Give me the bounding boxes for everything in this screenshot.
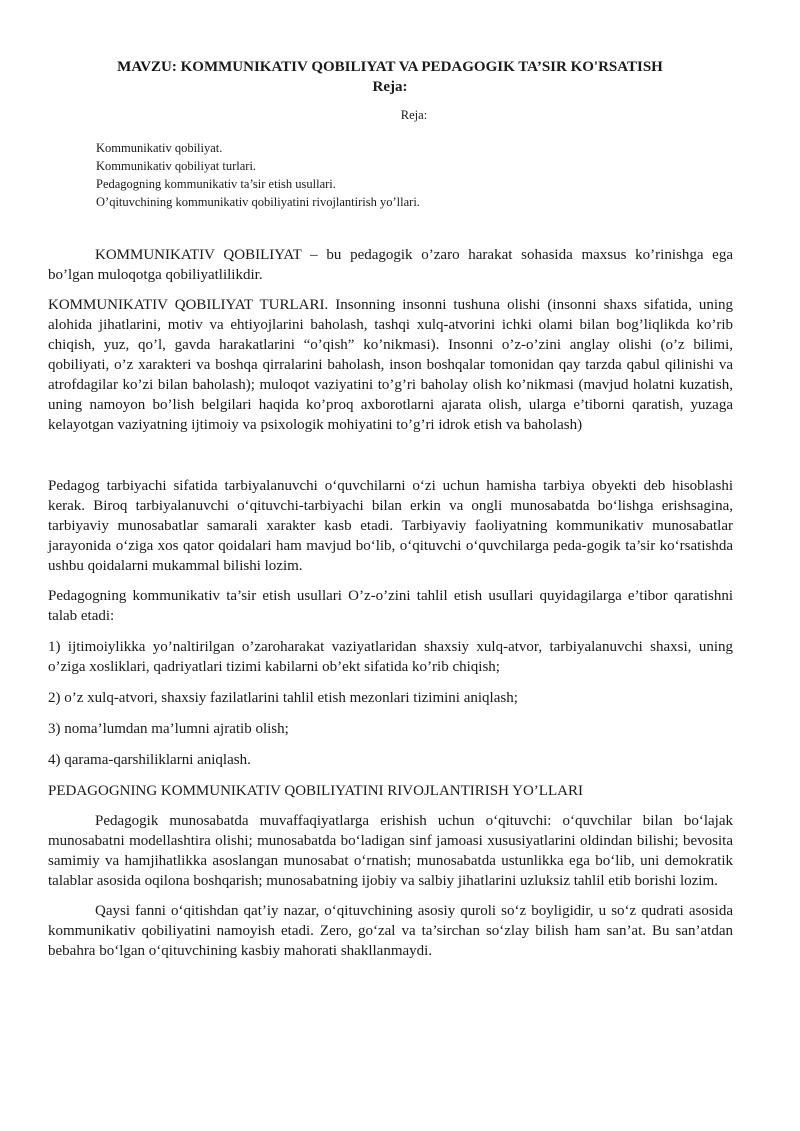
title-prefix: MAVZU: bbox=[117, 59, 177, 75]
list-item: 3) noma’lumdan ma’lumni ajratib olish; bbox=[48, 721, 289, 737]
plan-label: Reja: bbox=[400, 108, 428, 122]
page-title bbox=[0, 58, 780, 77]
paragraph-conclusion: Qaysi fanni o‘qitishdan qat’iy nazar, o‘qituvchining asosiy quroli so‘z boyligidir, u so‘z qudrati asosida kommunikativ qobiliyatini namoyish etadi. Zero, go‘zal va ta’sirchan so‘zlay bilish ham san’at. Bu san’atdan bebahra bo‘lgan o‘qituvchining kasbiy mahorati shakllanmaydi. bbox=[48, 903, 733, 959]
plan-list bbox=[96, 139, 696, 211]
plan-item: Pedagogning kommunikativ ta’sir etish usullari. bbox=[96, 177, 336, 191]
paragraph-types: KOMMUNIKATIV QOBILIYAT TURLARI. Insonning insonni tushuna olishi (insonni shaxs sifatida, uning alohida jihatlarini, motiv va ehtiyojlarini baholash, tashqi xulq-atvorini ichki olami bilan bog’liqlikda ko’rib chiqish, yuz, qo’l, gavda harakatlarini “o’qish” ko’nikmasi). Insonni o’z-o’zini anglay olishi (o’z bilimi, qobiliyati, o’z xarakteri va boshqa qirralarini baholash, inson boshqalar tomonidan qay tarzda qabul qilinishi va atrofdagilar ko’zi bilan baholash); muloqot vaziyatini to’g’ri baholay olish ko’nikmasi (mavjud holatni kuzatish, uning namoyon bo’lish belgilari haqida ko’proq axborotlarni ajarata olish, ularga e’tiborni qaratish, yuzaga kelayotgan vaziyatning ijtimoiy va psixologik mohiyatini to’g’ri idrok etish va baholash) bbox=[48, 297, 733, 433]
paragraph-development: Pedagogik munosabatda muvaffaqiyatlarga erishish uchun o‘qituvchi: o‘quvchilar bilan bo‘lajak munosabatni modellashtira olishi; munosabatda bo‘ladigan sinf jamoasi xususiyatlarini oldindan bilishi; bevosita samimiy va hamjihatlikka asoslangan munosabat o‘rnatish; munosabatda ustunlikka ega bo‘lib, uni demokratik talablar asosida oqilona boshqarish; munosabatning ijobiy va salbiy jihatlarini uzluksiz tahlil etib borishi lozim. bbox=[48, 813, 733, 889]
document-body bbox=[48, 245, 733, 961]
list-item: 1) ijtimoiylikka yo’naltirilgan o’zaroharakat vaziyatlaridan shaxsiy xulq-atvor, tarbiyalanuvchi shaxsi, uning o’ziga xosliklari, qadriyatlari tizimi kabilarni ob’ekt sifatida ko’rib chiqish; bbox=[48, 639, 733, 675]
title-text: KOMMUNIKATIV QOBILIYAT VA PEDAGOGIK TA’SIR KO'RSATISH bbox=[176, 59, 663, 75]
plan-item: Kommunikativ qobiliyat. bbox=[96, 141, 223, 155]
page-subtitle: Reja: bbox=[372, 79, 408, 95]
list-item: 4) qarama-qarshiliklarni aniqlash. bbox=[48, 752, 251, 768]
list-item: 2) o’z xulq-atvori, shaxsiy fazilatlarini tahlil etish mezonlari tizimini aniqlash; bbox=[48, 690, 518, 706]
plan-item: O’qituvchining kommunikativ qobiliyatini rivojlantirish yo’llari. bbox=[96, 195, 420, 209]
section-heading: PEDAGOGNING KOMMUNIKATIV QOBILIYATINI RIVOJLANTIRISH YO’LLARI bbox=[48, 783, 583, 799]
paragraph-definition: KOMMUNIKATIV QOBILIYAT – bu pedagogik o’zaro harakat sohasida maxsus ko’rinishga ega bo’lgan muloqotga qobiliyatlilikdir. bbox=[48, 247, 733, 283]
paragraph-pedagog: Pedagog tarbiyachi sifatida tarbiyalanuvchi o‘quvchilarni o‘zi uchun hamisha tarbiya obyekti deb hisoblashi kerak. Biroq tarbiyalanuvchi o‘qituvchi-tarbiyachi bilan erkin va ongli munosabatda bo‘lishga erishsagina, tarbiyaviy munosabatlar samarali xarakter kasb etadi. Tarbiyaviy faoliyatning kommunikativ munosabatlar jarayonida o‘ziga xos qator qoidalari ham mavjud bo‘lib, o‘qituvchi o‘quvchilarga peda-gogik ta’sir ko‘rsatishda ushbu qoidalarni mukammal bilishi lozim. bbox=[48, 478, 733, 574]
paragraph-methods: Pedagogning kommunikativ ta’sir etish usullari O’z-o’zini tahlil etish usullari quyidagilarga e’tibor qaratishni talab etadi: bbox=[48, 588, 733, 624]
plan-item: Kommunikativ qobiliyat turlari. bbox=[96, 159, 257, 173]
